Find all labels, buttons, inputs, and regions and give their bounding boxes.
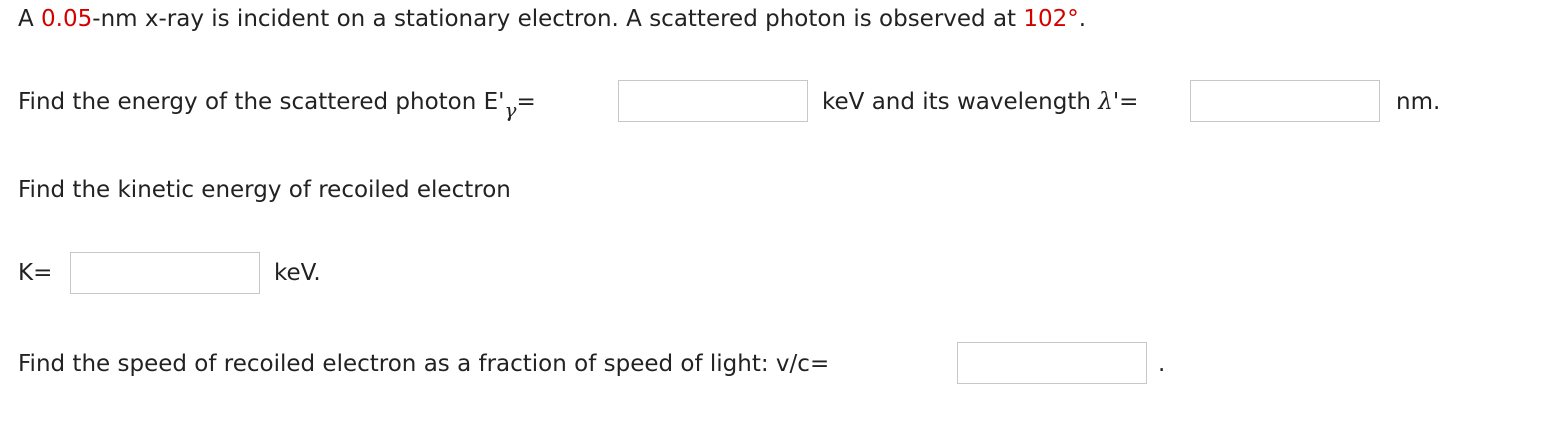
q2-text: Find the kinetic energy of recoiled electron <box>18 177 511 203</box>
q1-equals: = <box>516 89 536 115</box>
lambda-symbol: λ <box>1098 89 1113 115</box>
gamma-subscript: γ <box>504 98 517 122</box>
kev-unit: keV. <box>274 260 321 286</box>
kinetic-energy-input[interactable] <box>70 252 260 294</box>
problem-suffix: . <box>1078 6 1087 32</box>
problem-middle: -nm x-ray is incident on a stationary electron. A scattered photon is observed at <box>92 6 1024 32</box>
q1-label <box>18 87 536 122</box>
q1-middle <box>822 87 1138 117</box>
lambda-equals: '= <box>1112 89 1139 115</box>
problem-prefix: A <box>18 6 42 32</box>
angle-value: 102° <box>1023 6 1079 32</box>
k-label: K= <box>18 260 53 286</box>
kev-and-wavelength-text: keV and its wavelength <box>822 89 1099 115</box>
nm-unit: nm. <box>1396 89 1441 115</box>
q3-text: Find the speed of recoiled electron as a fraction of speed of light: v/c= <box>18 351 830 377</box>
scattered-energy-input[interactable] <box>618 80 808 122</box>
speed-fraction-input[interactable] <box>957 342 1147 384</box>
q3-end: . <box>1158 351 1166 377</box>
problem-statement <box>18 4 1086 34</box>
wavelength-value: 0.05 <box>41 6 93 32</box>
scattered-wavelength-input[interactable] <box>1190 80 1380 122</box>
q1-text: Find the energy of the scattered photon E' <box>18 89 505 115</box>
